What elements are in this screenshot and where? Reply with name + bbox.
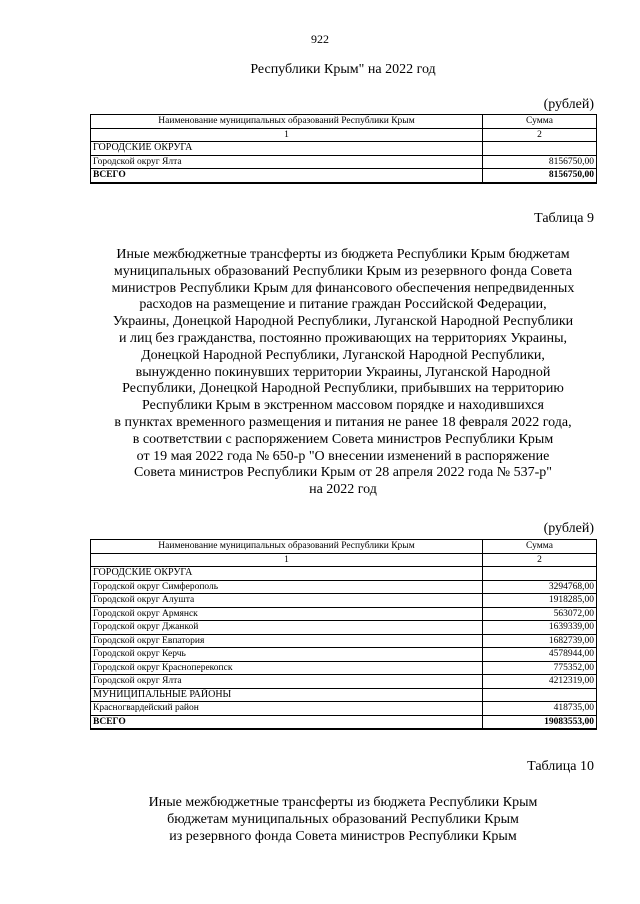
municipality-name: Городской округ Ялта bbox=[91, 675, 483, 689]
page-number: 922 bbox=[311, 32, 329, 46]
title-line: министров Республики Крым для финансового обеспечения непредвиденных bbox=[111, 280, 575, 296]
section-name: ГОРОДСКИЕ ОКРУГА bbox=[91, 567, 483, 581]
amount-value: 8156750,00 bbox=[483, 169, 597, 183]
amount-value: 1918285,00 bbox=[483, 594, 597, 608]
section-name: МУНИЦИПАЛЬНЫЕ РАЙОНЫ bbox=[91, 688, 483, 702]
table9-unit: (рублей) bbox=[543, 521, 594, 536]
title-line: и лиц без гражданства, постоянно проживающих на территориях Украины, bbox=[118, 330, 568, 346]
table-row bbox=[91, 648, 597, 662]
table1-header-row bbox=[91, 115, 597, 129]
title-line: на 2022 год bbox=[309, 482, 377, 498]
table9-col-number-2: 2 bbox=[483, 553, 597, 567]
section-name: ГОРОДСКИЕ ОКРУГА bbox=[91, 142, 483, 156]
amount-value: 4578944,00 bbox=[483, 648, 597, 662]
amount-value: 418735,00 bbox=[483, 702, 597, 716]
table1 bbox=[90, 114, 597, 184]
title-line: Совета министров Республики Крым от 28 апреля 2022 года № 537-р" bbox=[133, 465, 553, 481]
table1-col-number-2: 2 bbox=[483, 128, 597, 142]
table10-label: Таблица 10 bbox=[527, 759, 594, 774]
municipality-name: Городской округ Керчь bbox=[91, 648, 483, 662]
title-line: муниципальных образований Республики Крым из резервного фонда Совета bbox=[113, 263, 573, 279]
amount-value: 1639339,00 bbox=[483, 621, 597, 635]
title-line: из резервного фонда Совета министров Республики Крым bbox=[169, 828, 517, 844]
table-row bbox=[91, 661, 597, 675]
amount-value: 1682739,00 bbox=[483, 634, 597, 648]
municipality-name: ВСЕГО bbox=[91, 169, 483, 183]
amount-value: 563072,00 bbox=[483, 607, 597, 621]
table-row bbox=[91, 675, 597, 689]
title-line: в пунктах временного размещения и питания не ранее 18 февраля 2022 года, bbox=[114, 414, 572, 430]
table-row bbox=[91, 607, 597, 621]
amount-value: 775352,00 bbox=[483, 661, 597, 675]
municipality-name: Городской округ Евпатория bbox=[91, 634, 483, 648]
title-line: Республики Крым в экстренном массовом порядке и находившихся bbox=[142, 398, 544, 414]
section-row bbox=[91, 567, 597, 581]
title-line: Украины, Донецкой Народной Республики, Луганской Народной Республики bbox=[112, 314, 574, 330]
section-row bbox=[91, 688, 597, 702]
table-row bbox=[91, 155, 597, 169]
amount-value bbox=[483, 567, 597, 581]
table9-label: Таблица 9 bbox=[534, 211, 594, 226]
document-title-continuation: Республики Крым" на 2022 год bbox=[250, 62, 436, 77]
municipality-name: Городской округ Джанкой bbox=[91, 621, 483, 635]
amount-value bbox=[483, 688, 597, 702]
amount-value: 19083553,00 bbox=[483, 715, 597, 729]
section-row bbox=[91, 142, 597, 156]
title-line: от 19 мая 2022 года № 650-р "О внесении изменений в распоряжение bbox=[136, 448, 550, 464]
title-line: в соответствии с распоряжением Совета министров Республики Крым bbox=[132, 431, 554, 447]
amount-value: 3294768,00 bbox=[483, 580, 597, 594]
table-row bbox=[91, 634, 597, 648]
table1-header-name: Наименование муниципальных образований Республики Крым bbox=[91, 115, 483, 129]
amount-value: 8156750,00 bbox=[483, 155, 597, 169]
table9-header-name: Наименование муниципальных образований Республики Крым bbox=[91, 540, 483, 554]
title-line: вынужденно покинувших территории Украины, Луганской Народной bbox=[135, 364, 551, 380]
table9-title bbox=[90, 247, 596, 499]
amount-value bbox=[483, 142, 597, 156]
municipality-name: ВСЕГО bbox=[91, 715, 483, 729]
table9-col-number-1: 1 bbox=[91, 553, 483, 567]
title-line: Республики, Донецкой Народной Республики, прибывших на территорию bbox=[122, 381, 564, 397]
amount-value: 4212319,00 bbox=[483, 675, 597, 689]
table1-number-row bbox=[91, 128, 597, 142]
municipality-name: Городской округ Красноперекопск bbox=[91, 661, 483, 675]
municipality-name: Городской округ Ялта bbox=[91, 155, 483, 169]
table10-title bbox=[90, 795, 596, 845]
table1-unit: (рублей) bbox=[543, 97, 594, 112]
table-row bbox=[91, 621, 597, 635]
municipality-name: Городской округ Армянск bbox=[91, 607, 483, 621]
table1-header-sum: Сумма bbox=[483, 115, 597, 129]
title-line: Иные межбюджетные трансферты из бюджета Республики Крым bbox=[148, 795, 538, 810]
table9-header-sum: Сумма bbox=[483, 540, 597, 554]
table-row bbox=[91, 580, 597, 594]
table-row bbox=[91, 702, 597, 716]
title-line: расходов на размещение и питание граждан Российской Федерации, bbox=[139, 297, 547, 313]
title-line: Донецкой Народной Республики, Луганской Народной Республики, bbox=[141, 347, 545, 363]
title-line: бюджетам муниципальных образований Республики Крым bbox=[167, 811, 519, 827]
table9 bbox=[90, 539, 597, 730]
table-row bbox=[91, 594, 597, 608]
table9-number-row bbox=[91, 553, 597, 567]
table1-col-number-1: 1 bbox=[91, 128, 483, 142]
table9-header-row bbox=[91, 540, 597, 554]
municipality-name: Городской округ Алушта bbox=[91, 594, 483, 608]
total-row bbox=[91, 169, 597, 183]
municipality-name: Красногвардейский район bbox=[91, 702, 483, 716]
title-line: Иные межбюджетные трансферты из бюджета Республики Крым бюджетам bbox=[116, 247, 570, 262]
total-row bbox=[91, 715, 597, 729]
municipality-name: Городской округ Симферополь bbox=[91, 580, 483, 594]
